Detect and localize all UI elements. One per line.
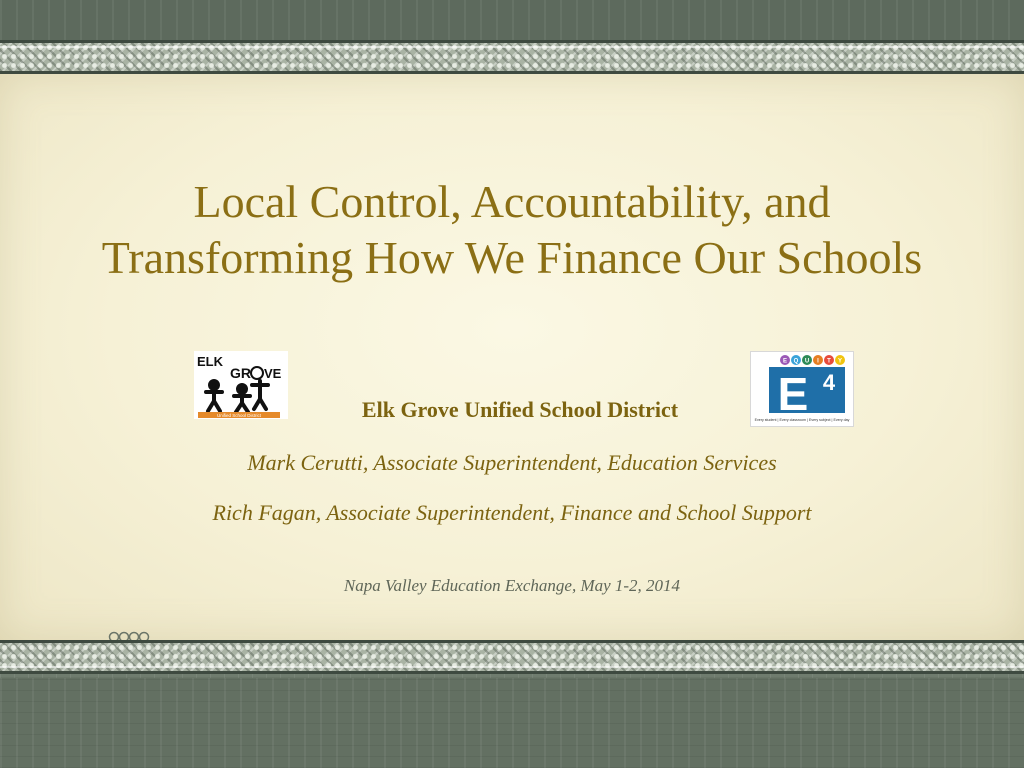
event-info: Napa Valley Education Exchange, May 1-2, 2014: [343, 576, 681, 595]
logo-ve-text: VE: [264, 366, 282, 381]
equity-letter-e: E: [782, 358, 788, 365]
bottom-frame-band: [0, 678, 1024, 768]
logo-kids-figures-icon: [206, 381, 268, 412]
presenter-rich-fagan: Rich Fagan, Associate Superintendent, Finance and School Support: [212, 500, 812, 525]
title-line-2: Transforming How We Finance Our Schools: [101, 232, 923, 283]
elk-grove-logo: [194, 351, 288, 419]
logo-smile-face-icon: [251, 367, 263, 379]
title-line-1: Local Control, Accountability, and: [193, 176, 831, 227]
equity-superscript-4: 4: [822, 370, 836, 395]
equity-tagline: Every student | Every classroom | Every subject | Every day: [754, 418, 850, 422]
equity-big-e: E: [777, 368, 809, 420]
equity-letter-t: T: [827, 358, 831, 365]
equity-letter-y: Y: [837, 358, 843, 365]
district-name: Elk Grove Unified School District: [361, 397, 679, 422]
equity-letter-dots: [780, 355, 845, 365]
trim-highlight: [0, 46, 1024, 48]
top-frame-band: [0, 0, 1024, 40]
presenter-mark-cerutti: Mark Cerutti, Associate Superintendent, Education Services: [247, 450, 777, 475]
logo-tagline-text: Unified School District: [216, 413, 262, 418]
equity-letter-i: I: [817, 358, 819, 365]
equity-letter-u: U: [804, 358, 810, 365]
logo-grove-text: GR: [230, 365, 251, 381]
slide-panel: [0, 74, 1024, 640]
equity-letter-q: Q: [793, 358, 799, 365]
slide-title: [20, 174, 1004, 286]
elk-grove-logo-art: [194, 351, 288, 419]
equity-e4-logo: [750, 351, 854, 427]
equity-e4-logo-art: [751, 352, 853, 426]
top-decorative-trim: [0, 40, 1024, 74]
bottom-decorative-trim: [0, 640, 1024, 674]
logo-elk-text: ELK: [197, 354, 223, 369]
trim-highlight: [0, 666, 1024, 668]
